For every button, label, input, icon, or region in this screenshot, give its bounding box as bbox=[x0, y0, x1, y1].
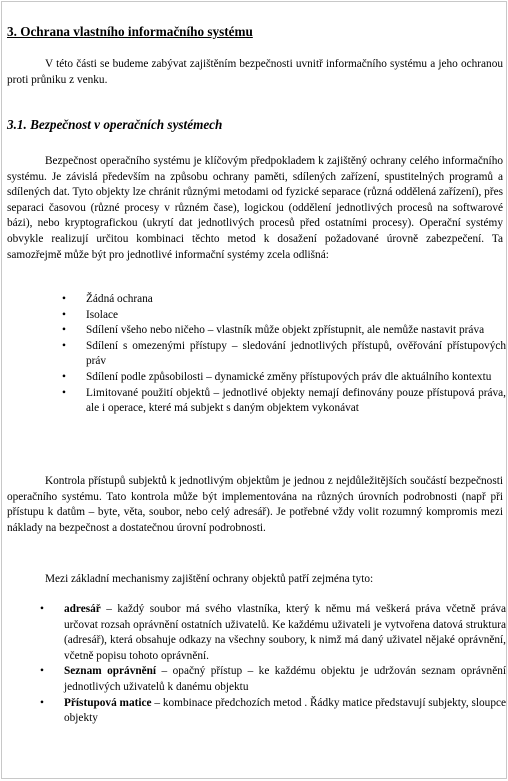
bullet-icon: • bbox=[62, 293, 66, 305]
list-item: • Sdílení podle způsobilosti – dynamické změny přístupových práv dle aktuálního kontextu bbox=[86, 370, 506, 386]
os-security-paragraph: Bezpečnost operačního systému je klíčovým předpokladem k zajištěný ochrany celého informačního systému. Je závislá především na způsobu ochrany paměti, sdílených zařízení, spustitelných programů a sdílených dat. Tyto objekty lze chránit různými metodami od fyzické separace (různá oddělená zařízení), přes separaci časovou (různé procesy v různém čase), logickou (oddělení jednotlivých procesů na softwarové bázi), nebo kryptografickou (ukrytí dat jednotlivých procesů před ostatními procesy). Operační systémy obvykle realizují určitou kombinaci těchto metod k dosažení požadované úrovně zabezpečení. Ta samozřejmě může být pro jednotlivé informační systémy zcela odlišná: bbox=[7, 155, 503, 261]
list-item: • Přístupová matice – kombinace předchozích metod . Řádky matice představují subjekty, sloupce objekty bbox=[40, 696, 506, 725]
intro-paragraph: V této části se budeme zabývat zajištěním bezpečnosti uvnitř informačního systému a jeho ochranou proti průniku z venku. bbox=[7, 58, 503, 86]
bullet-icon: • bbox=[40, 665, 44, 678]
list-item: • Sdílení všeho nebo ničeho – vlastník může objekt zpřístupnit, ale nemůže nastavit práva bbox=[86, 323, 506, 339]
document-page bbox=[1, 1, 507, 779]
bullet-icon: • bbox=[62, 339, 66, 352]
protection-levels-list bbox=[62, 292, 506, 417]
bullet-icon: • bbox=[62, 370, 66, 383]
list-item: • Limitované použití objektů – jednotlivé objekty nemají definovány pouze přístupová práva, ale i operace, které má subjekt s daným objektem vykonávat bbox=[62, 386, 506, 415]
list-item: • Žádná ochrana bbox=[86, 292, 506, 308]
list-item: • Sdílení s omezenými přístupy – sledování jednotlivých přístupů, ověřování přístupových práv bbox=[62, 339, 506, 368]
bullet-icon: • bbox=[62, 324, 66, 337]
mechanisms-list bbox=[40, 602, 507, 727]
bullet-icon: • bbox=[40, 603, 44, 615]
subsection-heading: 3.1. Bezpečnost v operačních systémech bbox=[7, 117, 223, 132]
bullet-icon: • bbox=[62, 386, 66, 399]
bullet-icon: • bbox=[40, 696, 44, 709]
access-control-paragraph: Kontrola přístupů subjektů k jednotlivým objektům je jednou z nejdůležitějších součástí bezpečnosti operačního systému. Tato kontrola může být implementována na různých úrovních podrobnosti (např při přístupu k datům – byte, věta, soubor, nebo celý adresář). Je potřebné vždy volit rozumný kompromis mezi náklady na bezpečnost a dostatečnou úrovní podrobnosti. bbox=[7, 475, 503, 534]
section-heading: 3. Ochrana vlastního informačního systému bbox=[7, 24, 253, 39]
bullet-icon: • bbox=[62, 308, 66, 321]
list-item: • adresář – každý soubor má svého vlastníka, který k němu má veškerá práva včetně práva určovat rozsah oprávnění ostatních uživatelů. Ke každému uživateli je vytvořena datová struktura (adresář), která obsahuje odkazy na všechny soubory, k nimž má daný uživatel nějaké oprávnění, včetně popisu tohoto oprávnění. bbox=[40, 603, 506, 662]
mechanisms-intro-paragraph: Mezi základní mechanismy zajištění ochrany objektů patří zejména tyto: bbox=[45, 573, 374, 585]
list-item: • Seznam oprávnění – opačný přístup – ke každému objektu je udržován seznam oprávnění jednotlivých uživatelů k danému objektu bbox=[40, 665, 507, 693]
list-item: • Isolace bbox=[86, 308, 506, 324]
